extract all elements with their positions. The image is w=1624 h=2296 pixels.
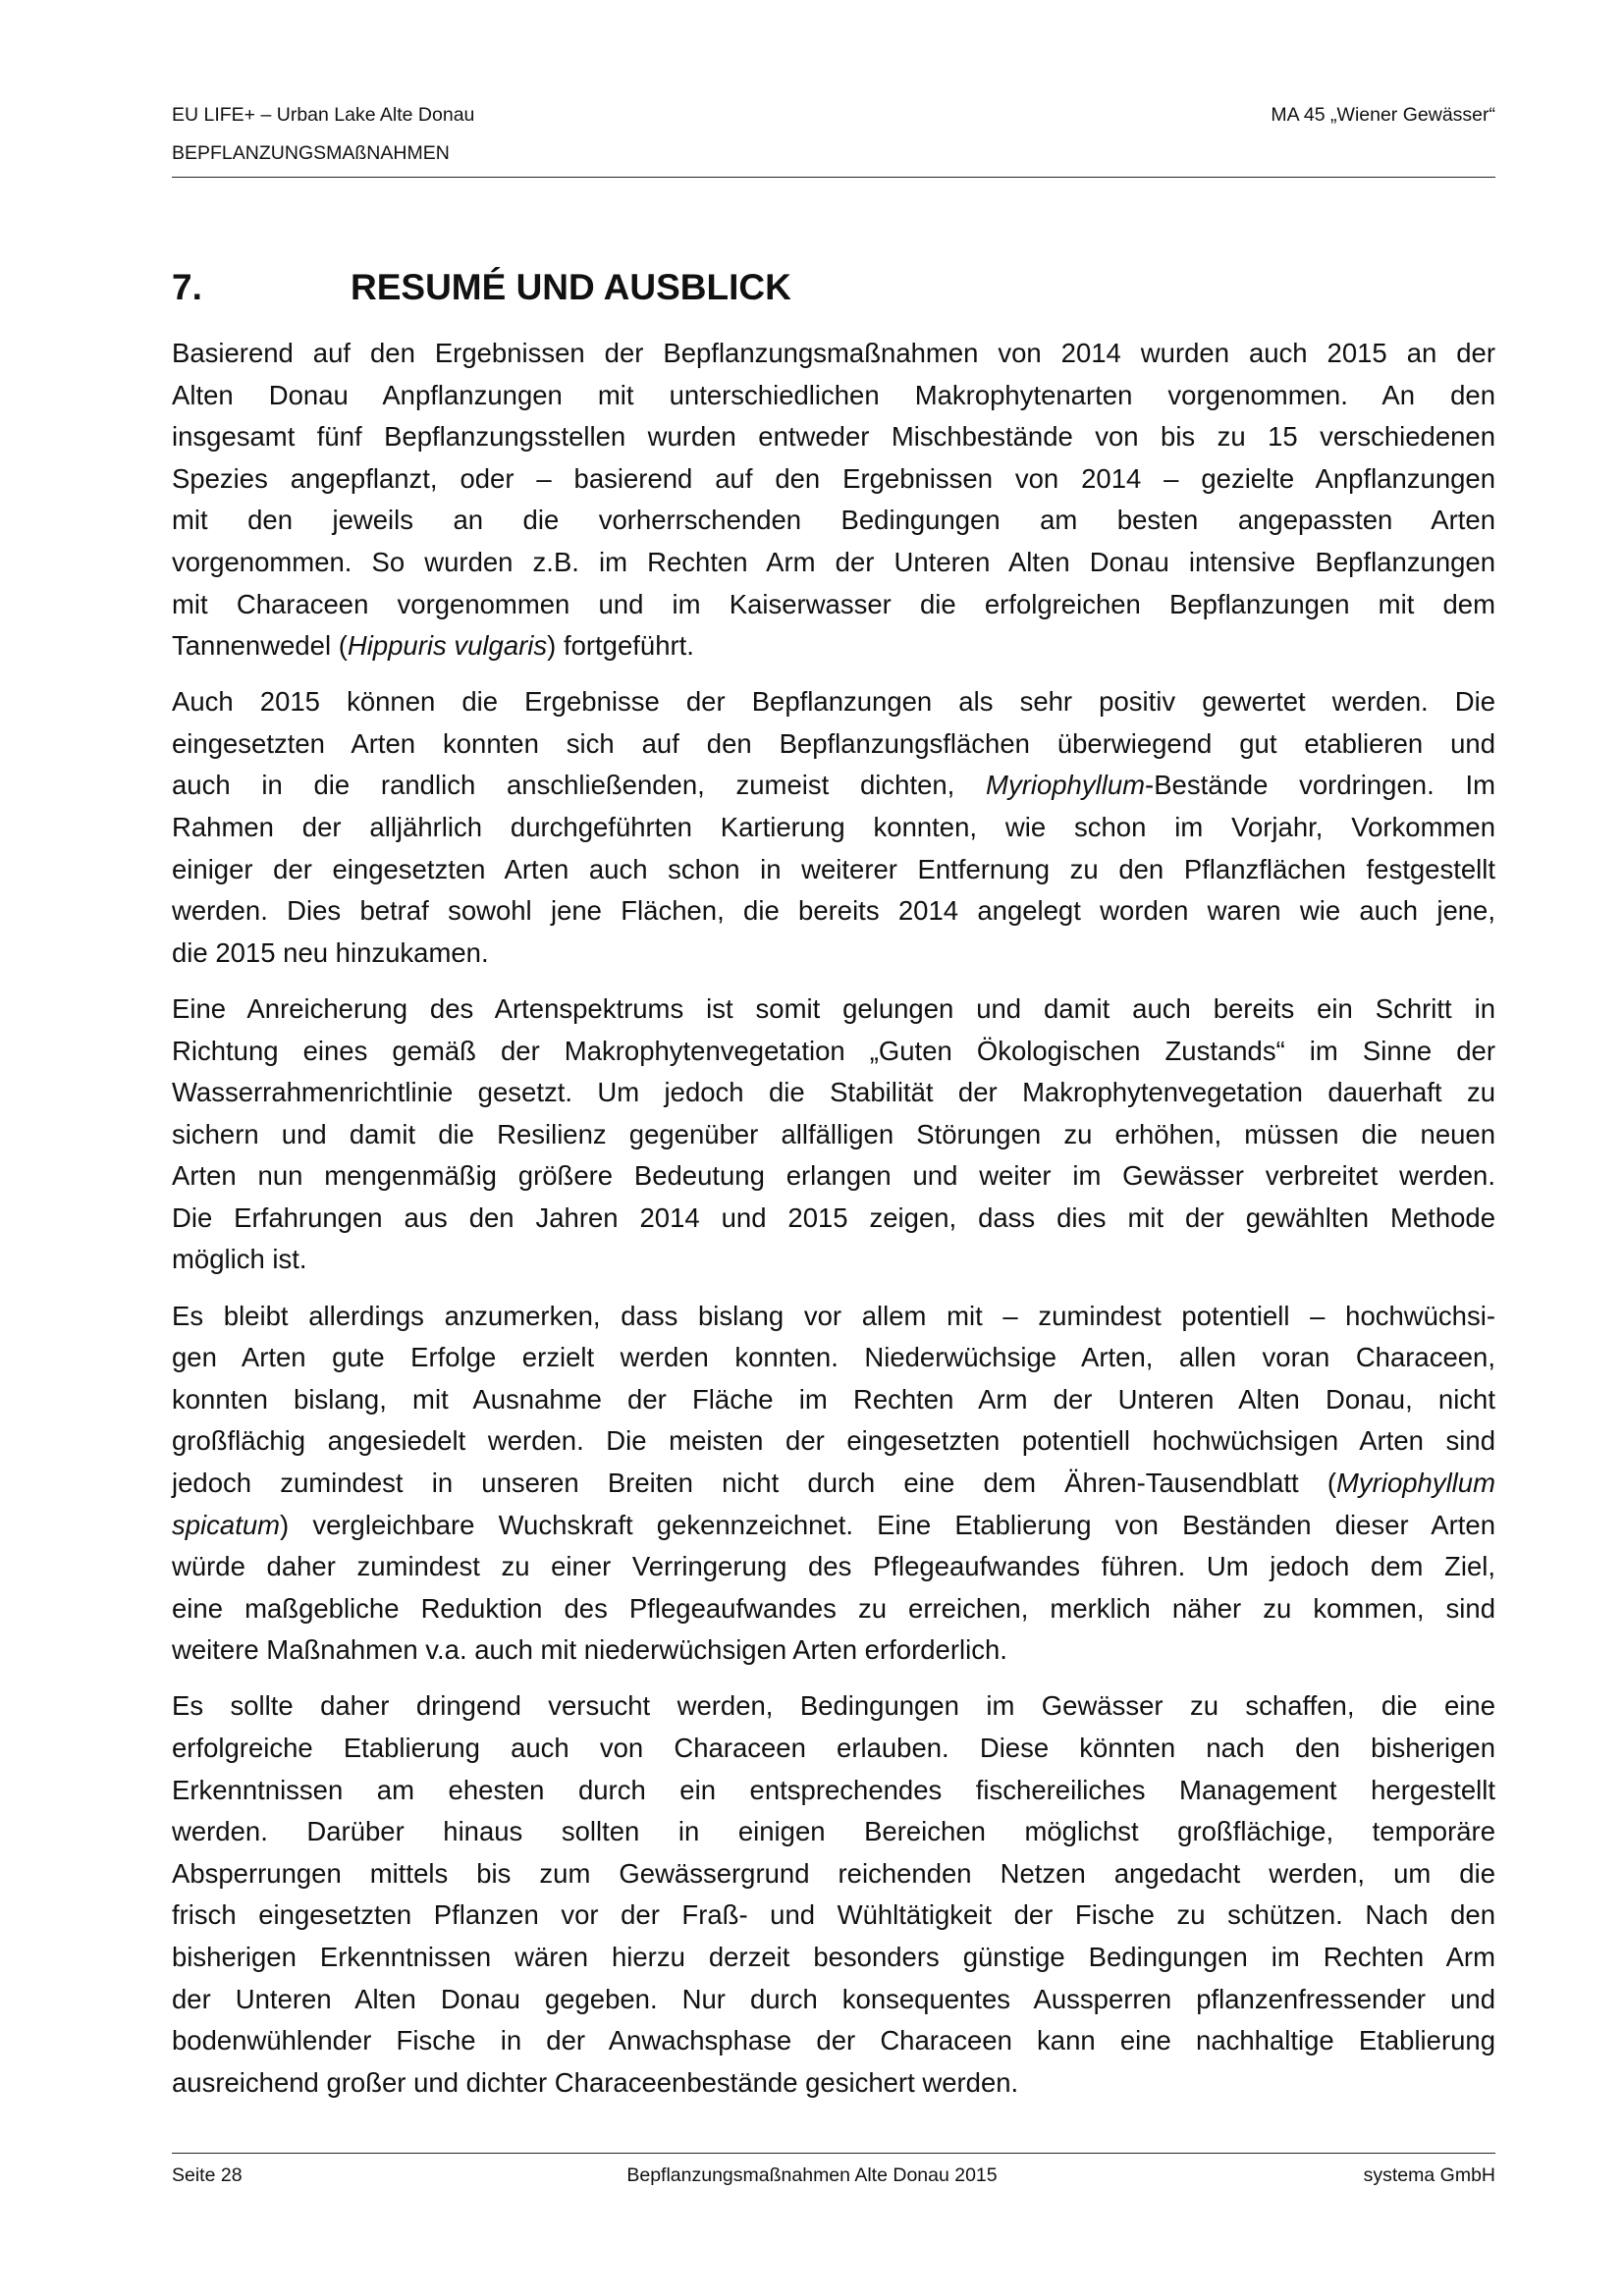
text-run: ) fortgeführt.: [547, 630, 694, 662]
text-run: einiger der eingesetzten Arten auch schon in weiterer Entfernung zu den Pflanzflächen festgestellt: [172, 853, 1495, 884]
text-run: Eine Anreicherung des Artenspektrums ist somit gelungen und damit auch bereits ein Schritt in: [172, 992, 1495, 1024]
text-line: [172, 1811, 1495, 1853]
text-line: [172, 1155, 1495, 1198]
text-run: jedoch zumindest in unseren Breiten nicht durch eine dem Ähren-Tausendblatt (: [172, 1467, 1337, 1498]
text-line: [172, 416, 1495, 458]
text-run: Alten Donau Anpflanzungen mit unterschiedlichen Makrophytenarten vorgenommen. An den: [172, 379, 1495, 410]
text-line: [172, 681, 1495, 723]
header-project: EU LIFE+ – Urban Lake Alte Donau: [172, 104, 475, 126]
text-run: vorgenommen. So wurden z.B. im Rechten Arm der Unteren Alten Donau intensive Bepflanzungen: [172, 546, 1495, 577]
text-run: würde daher zumindest zu einer Verringerung des Pflegeaufwandes führen. Um jedoch dem Ziel,: [172, 1551, 1495, 1582]
text-line: [172, 1239, 1495, 1281]
italic-term: Hippuris vulgaris: [347, 630, 548, 662]
text-run: konnten bislang, mit Ausnahme der Fläche im Rechten Arm der Unteren Alten Donau, nicht: [172, 1383, 1495, 1415]
footer-divider: [172, 2153, 1495, 2154]
text-line: [172, 1198, 1495, 1240]
text-line: [172, 1463, 1495, 1505]
text-line: [172, 1588, 1495, 1630]
paragraph: [172, 988, 1495, 1281]
text-run: bodenwühlender Fische in der Anwachsphase der Characeen kann eine nachhaltige Etablierung: [172, 2025, 1495, 2056]
footer-page-number: Seite 28: [172, 2164, 243, 2186]
text-line: [172, 765, 1495, 807]
text-run: bisherigen Erkenntnissen wären hierzu derzeit besonders günstige Bedingungen im Rechten Arm: [172, 1941, 1495, 1972]
text-line: [172, 723, 1495, 766]
text-line: [172, 1728, 1495, 1770]
text-run: ) vergleichbare Wuchskraft gekennzeichnet. Eine Etablierung von Beständen dieser Arten: [280, 1509, 1495, 1540]
text-line: [172, 988, 1495, 1031]
text-line: [172, 500, 1495, 542]
text-run: Wasserrahmenrichtlinie gesetzt. Um jedoch die Stabilität der Makrophytenvegetation dauerhaft zu: [172, 1077, 1495, 1108]
text-line: [172, 890, 1495, 933]
text-run: die 2015 neu hinzukamen.: [172, 936, 489, 968]
text-line: [172, 1031, 1495, 1073]
text-line: [172, 1114, 1495, 1156]
text-run: der Unteren Alten Donau gegeben. Nur durch konsequentes Aussperren pflanzenfressender und: [172, 1983, 1495, 2014]
text-run: werden. Darüber hinaus sollten in einigen Bereichen möglichst großflächige, temporäre: [172, 1816, 1495, 1847]
text-line: [172, 542, 1495, 584]
paragraph: [172, 333, 1495, 667]
section-title: RESUMÉ UND AUSBLICK: [351, 267, 791, 307]
body-text: [172, 333, 1495, 2118]
text-run: ausreichend großer und dichter Characeenbestände gesichert werden.: [172, 2066, 1019, 2098]
text-run: insgesamt fünf Bepflanzungsstellen wurden entweder Mischbestände von bis zu 15 verschiedenen: [172, 421, 1495, 453]
text-line: [172, 584, 1495, 626]
text-line: [172, 1379, 1495, 1421]
text-run: möglich ist.: [172, 1244, 307, 1275]
header-client: MA 45 „Wiener Gewässer“: [1271, 104, 1495, 126]
text-line: [172, 1337, 1495, 1379]
text-run: sichern und damit die Resilienz gegenüber allfälligen Störungen zu erhöhen, müssen die neuen: [172, 1118, 1495, 1149]
text-run: mit Characeen vorgenommen und im Kaiserwasser die erfolgreichen Bepflanzungen mit dem: [172, 588, 1495, 619]
text-line: [172, 375, 1495, 417]
text-run: Auch 2015 können die Ergebnisse der Bepflanzungen als sehr positiv gewertet werden. Die: [172, 686, 1495, 718]
footer-document-title: Bepflanzungsmaßnahmen Alte Donau 2015: [626, 2164, 998, 2186]
text-line: [172, 933, 1495, 975]
text-run: Arten nun mengenmäßig größere Bedeutung erlangen und weiter im Gewässer verbreitet werden.: [172, 1160, 1495, 1192]
text-run: gen Arten gute Erfolge erzielt werden konnten. Niederwüchsige Arten, allen voran Characeen,: [172, 1342, 1495, 1373]
text-run: Spezies angepflanzt, oder – basierend auf den Ergebnissen von 2014 – gezielte Anpflanzungen: [172, 462, 1495, 494]
text-line: [172, 1937, 1495, 1979]
text-run: Richtung eines gemäß der Makrophytenvegetation „Guten Ökologischen Zustands“ im Sinne der: [172, 1035, 1495, 1066]
text-run: Basierend auf den Ergebnissen der Bepflanzungsmaßnahmen von 2014 wurden auch 2015 an der: [172, 338, 1495, 368]
text-run: Die Erfahrungen aus den Jahren 2014 und 2015 zeigen, dass dies mit der gewählten Methode: [172, 1201, 1495, 1233]
text-line: [172, 1546, 1495, 1588]
text-run: Es sollte daher dringend versucht werden, Bedingungen im Gewässer zu schaffen, die eine: [172, 1690, 1495, 1722]
text-line: [172, 1505, 1495, 1547]
text-line: [172, 807, 1495, 849]
text-line: [172, 1895, 1495, 1937]
text-line: [172, 2020, 1495, 2062]
text-run: auch in die randlich anschließenden, zumeist dichten,: [172, 770, 987, 801]
text-run: mit den jeweils an die vorherrschenden Bedingungen am besten angepassten Arten: [172, 505, 1495, 536]
text-line: [172, 2062, 1495, 2105]
text-line: [172, 1853, 1495, 1896]
text-run: werden. Dies betraf sowohl jene Flächen, die bereits 2014 angelegt worden waren wie auch jene,: [172, 895, 1495, 927]
text-run: eine maßgebliche Reduktion des Pflegeaufwandes zu erreichen, merklich näher zu kommen, sind: [172, 1592, 1495, 1624]
header-divider: [172, 177, 1495, 178]
text-run: frisch eingesetzten Pflanzen vor der Fraß- und Wühltätigkeit der Fische zu schützen. Nach den: [172, 1899, 1495, 1931]
text-line: [172, 1420, 1495, 1463]
text-run: Es bleibt allerdings anzumerken, dass bislang vor allem mit – zumindest potentiell – hochwüchsi-: [172, 1300, 1495, 1331]
text-line: [172, 1979, 1495, 2021]
italic-term: Myriophyllum: [986, 770, 1146, 801]
text-run: Absperrungen mittels bis zum Gewässergrund reichenden Netzen angedacht werden, um die: [172, 1857, 1495, 1889]
text-line: [172, 849, 1495, 891]
text-line: [172, 1072, 1495, 1114]
text-line: [172, 1629, 1495, 1672]
text-line: [172, 625, 1495, 667]
text-line: [172, 458, 1495, 501]
paragraph: [172, 681, 1495, 974]
text-run: Rahmen der alljährlich durchgeführten Kartierung konnten, wie schon im Vorjahr, Vorkommen: [172, 812, 1495, 843]
paragraph: [172, 1685, 1495, 2104]
text-line: [172, 1770, 1495, 1812]
italic-term: Myriophyllum: [1336, 1467, 1495, 1498]
text-run: Erkenntnissen am ehesten durch ein entsprechendes fischereiliches Management hergestellt: [172, 1774, 1495, 1805]
footer-company: systema GmbH: [1363, 2164, 1495, 2186]
header-section: BEPFLANZUNGSMAßNAHMEN: [172, 142, 450, 164]
text-run: weitere Maßnahmen v.a. auch mit niederwüchsigen Arten erforderlich.: [172, 1634, 1007, 1666]
text-run: großflächig angesiedelt werden. Die meisten der eingesetzten potentiell hochwüchsigen Arten sind: [172, 1425, 1495, 1457]
paragraph: [172, 1296, 1495, 1672]
text-line: [172, 1296, 1495, 1338]
section-number: 7.: [172, 267, 202, 307]
text-run: erfolgreiche Etablierung auch von Characeen erlauben. Diese könnten nach den bisherigen: [172, 1733, 1495, 1763]
text-run: eingesetzten Arten konnten sich auf den Bepflanzungsflächen überwiegend gut etablieren und: [172, 727, 1495, 759]
text-run: -Bestände vordringen. Im: [1145, 770, 1495, 801]
text-line: [172, 1685, 1495, 1728]
text-line: [172, 333, 1495, 375]
italic-term: spicatum: [172, 1509, 281, 1540]
text-run: Tannenwedel (: [172, 630, 348, 662]
